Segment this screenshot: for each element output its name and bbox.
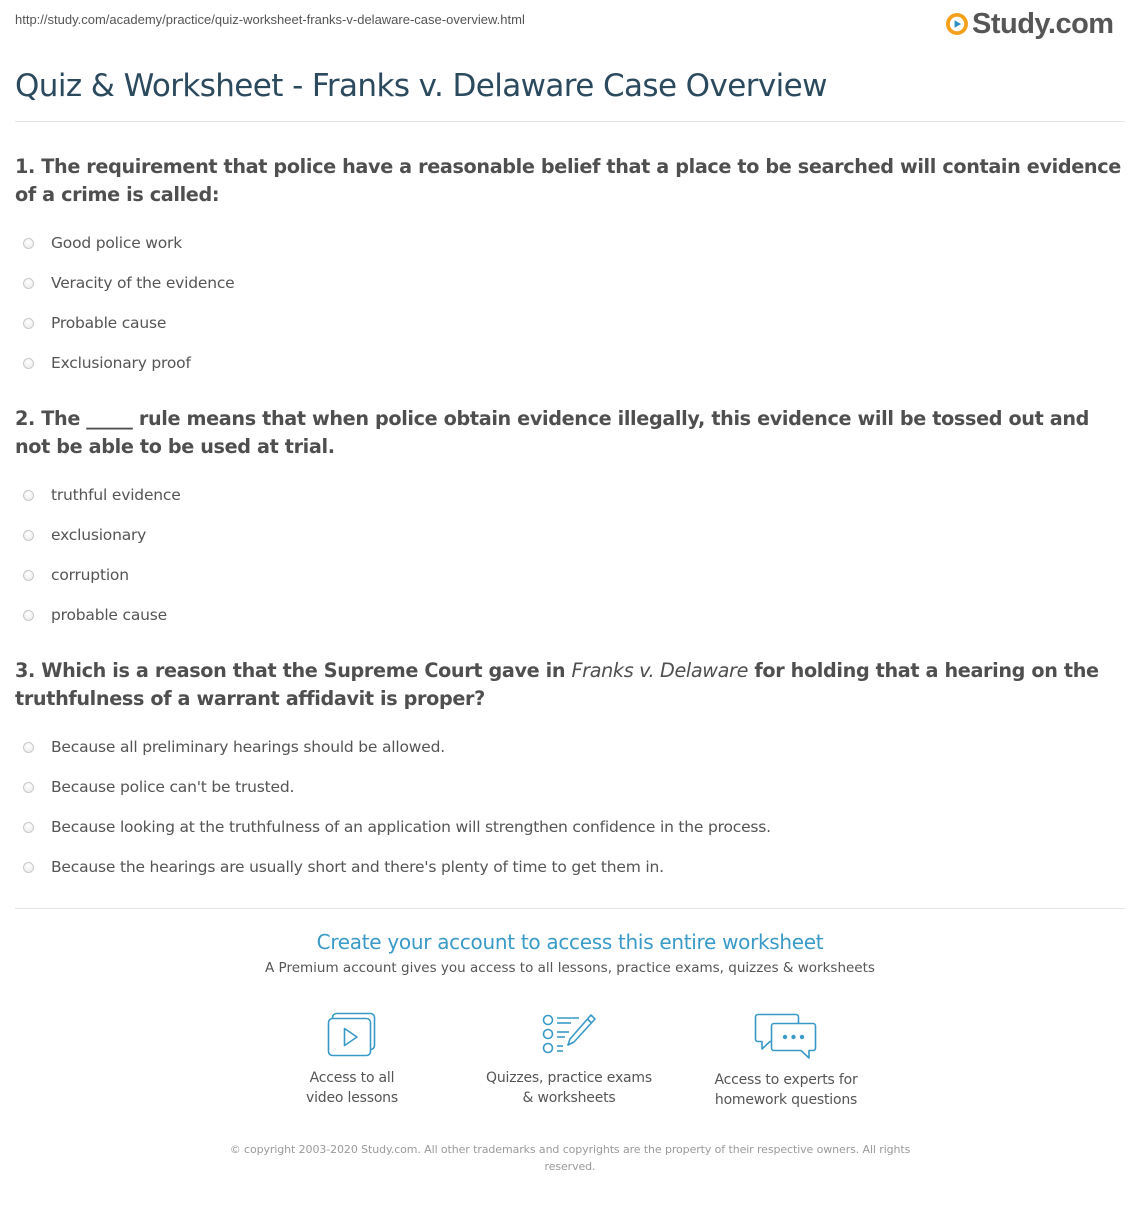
- divider: [15, 908, 1125, 909]
- answer-label: Because all preliminary hearings should be allowed.: [51, 738, 445, 756]
- answer-option[interactable]: [15, 343, 1127, 383]
- answer-label: Because police can't be trusted.: [51, 778, 295, 796]
- question-3-text-end: for holding that a hearing on the truthfulness of a warrant affidavit is proper?: [15, 659, 1099, 710]
- question-2: [15, 405, 1127, 635]
- answer-label: Because looking at the truthfulness of an application will strengthen confidence in the process.: [51, 818, 771, 836]
- feature-video-lessons: [252, 1012, 452, 1108]
- play-logo-icon: [945, 12, 969, 36]
- copyright-text: © copyright 2003-2020 Study.com. All other trademarks and copyrights are the property of their respective owners. All rights reserved.: [229, 1143, 911, 1173]
- divider: [15, 121, 1125, 122]
- page-url: http://study.com/academy/practice/quiz-worksheet-franks-v-delaware-case-overview.html: [15, 12, 525, 27]
- quiz-checklist-icon: [541, 1012, 597, 1058]
- video-lesson-icon: [326, 1012, 378, 1058]
- answer-option[interactable]: [15, 555, 1127, 595]
- question-3-text-start: 3. Which is a reason that the Supreme Court gave in: [15, 659, 572, 682]
- radio-icon[interactable]: [23, 318, 34, 329]
- feature-line: & worksheets: [522, 1090, 616, 1106]
- feature-line: Access to all: [309, 1070, 395, 1086]
- feature-line: Quizzes, practice exams: [486, 1070, 652, 1086]
- answer-label: exclusionary: [51, 526, 147, 544]
- radio-icon[interactable]: [23, 278, 34, 289]
- feature-experts: [686, 1012, 886, 1110]
- question-2-options: [15, 475, 1127, 635]
- answer-option[interactable]: [15, 263, 1127, 303]
- radio-icon[interactable]: [23, 862, 34, 873]
- answer-label: truthful evidence: [51, 486, 181, 504]
- question-3-text: [15, 657, 1127, 713]
- radio-icon[interactable]: [23, 570, 34, 581]
- answer-option[interactable]: [15, 847, 1127, 887]
- radio-icon[interactable]: [23, 822, 34, 833]
- logo-text: Study.com: [972, 7, 1114, 40]
- radio-icon[interactable]: [23, 610, 34, 621]
- question-2-text: 2. The _____ rule means that when police obtain evidence illegally, this evidence will be tossed out and not be able to be used at trial.: [15, 407, 1090, 458]
- page-title: Quiz & Worksheet - Franks v. Delaware Case Overview: [15, 68, 827, 104]
- case-name: Franks v. Delaware: [571, 659, 749, 682]
- feature-line: video lessons: [306, 1090, 398, 1106]
- answer-option[interactable]: [15, 223, 1127, 263]
- radio-icon[interactable]: [23, 358, 34, 369]
- create-account-link[interactable]: Create your account to access this entire worksheet: [316, 930, 824, 954]
- feature-label: [686, 1070, 886, 1110]
- question-3: [15, 657, 1127, 887]
- feature-label: [252, 1068, 452, 1108]
- question-1-options: [15, 223, 1127, 383]
- radio-icon[interactable]: [23, 782, 34, 793]
- feature-line: homework questions: [714, 1092, 858, 1108]
- answer-label: probable cause: [51, 606, 167, 624]
- radio-icon[interactable]: [23, 490, 34, 501]
- answer-option[interactable]: [15, 767, 1127, 807]
- answer-option[interactable]: [15, 515, 1127, 555]
- answer-option[interactable]: [15, 303, 1127, 343]
- question-1-text: 1. The requirement that police have a reasonable belief that a place to be searched will contain evidence of a crime is called:: [15, 155, 1121, 206]
- feature-label: [469, 1068, 669, 1108]
- question-1: [15, 153, 1127, 383]
- answer-label: Veracity of the evidence: [51, 274, 235, 292]
- answer-label: Exclusionary proof: [51, 354, 191, 372]
- chat-bubbles-icon: [754, 1012, 818, 1060]
- radio-icon[interactable]: [23, 742, 34, 753]
- radio-icon[interactable]: [23, 238, 34, 249]
- answer-option[interactable]: [15, 595, 1127, 635]
- feature-quizzes: [469, 1012, 669, 1108]
- radio-icon[interactable]: [23, 530, 34, 541]
- signup-cta: [15, 930, 1125, 976]
- answer-label: Good police work: [51, 234, 182, 252]
- question-3-options: [15, 727, 1127, 887]
- answer-label: Probable cause: [51, 314, 167, 332]
- answer-label: Because the hearings are usually short and there's plenty of time to get them in.: [51, 858, 664, 876]
- answer-option[interactable]: [15, 727, 1127, 767]
- feature-line: Access to experts for: [714, 1072, 858, 1088]
- answer-option[interactable]: [15, 807, 1127, 847]
- answer-label: corruption: [51, 566, 129, 584]
- study-logo[interactable]: [945, 6, 1114, 42]
- cta-subtitle: A Premium account gives you access to all lessons, practice exams, quizzes & worksheets: [265, 960, 875, 976]
- answer-option[interactable]: [15, 475, 1127, 515]
- premium-features: [15, 1012, 1125, 1122]
